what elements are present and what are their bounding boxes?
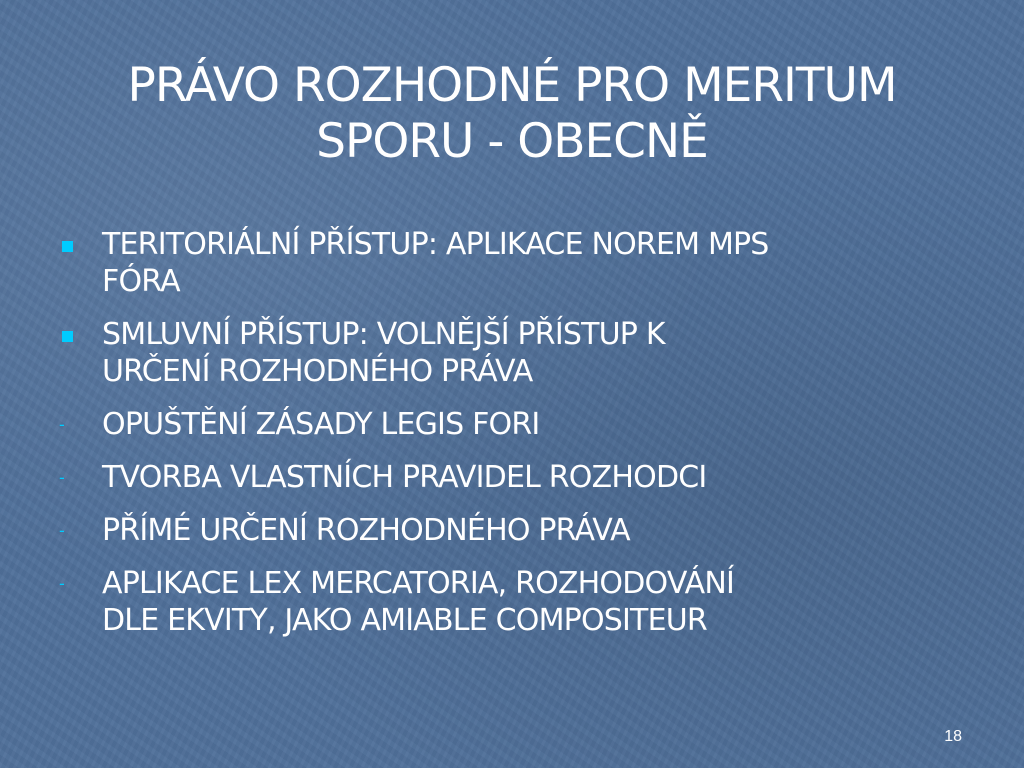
dash-bullet-icon: - xyxy=(59,574,64,593)
square-bullet-icon xyxy=(62,331,73,342)
dash-bullet-icon: - xyxy=(59,521,64,540)
list-item-line: TERITORIÁLNÍ PŘÍSTUP: APLIKACE NOREM MPS xyxy=(102,227,769,262)
list-item-text xyxy=(102,565,978,639)
title-line-2: SPORU - OBECNĚ xyxy=(316,114,708,169)
list-item xyxy=(58,459,978,496)
list-item-line: TVORBA VLASTNÍCH PRAVIDEL ROZHODCI xyxy=(102,460,707,495)
list-item-line: DLE EKVITY, JAKO AMIABLE COMPOSITEUR xyxy=(102,603,707,638)
list-item xyxy=(58,226,978,300)
list-item xyxy=(58,406,978,443)
dash-bullet-icon: - xyxy=(59,468,64,487)
dash-bullet-icon: - xyxy=(59,415,64,434)
list-item-text xyxy=(102,459,978,496)
slide-title xyxy=(40,58,984,170)
list-item-text xyxy=(102,316,978,390)
list-item-line: APLIKACE LEX MERCATORIA, ROZHODOVÁNÍ xyxy=(102,566,735,601)
list-item-text xyxy=(102,226,978,300)
title-line-1: PRÁVO ROZHODNÉ PRO MERITUM xyxy=(127,58,897,113)
page-number: 18 xyxy=(944,728,962,745)
list-item-line: OPUŠTĚNÍ ZÁSADY LEGIS FORI xyxy=(102,407,540,442)
list-item-line: FÓRA xyxy=(102,264,180,299)
list-item-line: SMLUVNÍ PŘÍSTUP: VOLNĚJŠÍ PŘÍSTUP K xyxy=(102,317,665,352)
list-item-line: PŘÍMÉ URČENÍ ROZHODNÉHO PRÁVA xyxy=(102,513,630,548)
list-item xyxy=(58,565,978,639)
list-item-line: URČENÍ ROZHODNÉHO PRÁVA xyxy=(102,354,533,389)
list-item-text xyxy=(102,406,978,443)
list-item xyxy=(58,512,978,549)
square-bullet-icon xyxy=(62,241,73,252)
list-item-text xyxy=(102,512,978,549)
bullet-list xyxy=(58,226,978,655)
list-item xyxy=(58,316,978,390)
